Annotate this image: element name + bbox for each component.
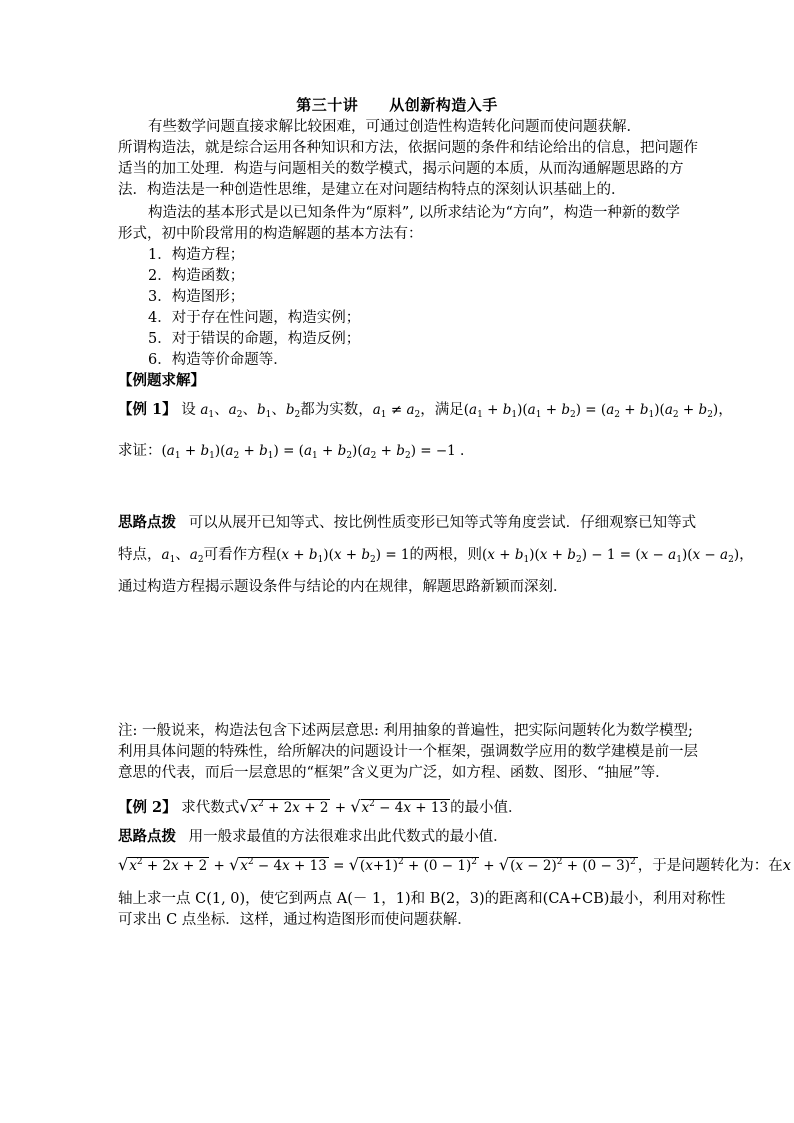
intro-line-3: 适当的加工处理．构造与问题相关的数学模式，揭示问题的本质，从而沟通解题思路的方 — [118, 161, 684, 177]
math-a2: $a_2$ — [228, 402, 243, 420]
lecture-title: 第三十讲 从创新构造入手 — [296, 96, 498, 114]
math-b1: $b_1$ — [256, 402, 272, 420]
text-fragment: 都为实数， — [300, 402, 373, 418]
text-fragment: ， — [739, 547, 754, 563]
math-b2: $b_2$ — [285, 402, 301, 420]
example-2-statement — [118, 797, 523, 818]
example-2-line-2: 轴上求一点 C(1, 0)，使它到两点 A(－ 1，1)和 B(2，3)的距离和(CA+CB)最小，利用对称性 — [118, 891, 726, 907]
example-1-label: 【例 1】 — [118, 401, 177, 418]
method-item: 3．构造图形； — [148, 289, 245, 305]
math-constructed-equation: $(x + b_1)(x + b_2) = 1$ — [276, 547, 410, 565]
hint-label: 思路点拨 — [118, 828, 176, 845]
example-2-label: 【例 2】 — [118, 799, 177, 816]
math-a2: $a_2$ — [189, 547, 204, 565]
text-fragment: 特点， — [118, 547, 162, 563]
proof-prefix: 求证： — [118, 443, 162, 459]
example-1-proof-goal — [118, 441, 464, 461]
text-fragment: ， — [718, 402, 733, 418]
intro-line-4: 法．构造法是一种创造性思维，是建立在对问题结构特点的深刻认识基础上的． — [118, 182, 626, 198]
example-1-hint-line-2 — [118, 545, 754, 565]
method-item: 1．构造方程； — [148, 247, 245, 263]
hint-text: 可以从展开已知等式、按比例性质变形已知等式等角度尝试．仔细观察已知等式 — [188, 515, 697, 531]
hint-label: 思路点拨 — [118, 514, 176, 531]
method-item: 2．构造函数； — [148, 268, 245, 284]
text-fragment: 、 — [175, 547, 190, 563]
example-1-statement — [118, 400, 733, 420]
math-a1: $a_1$ — [200, 402, 215, 420]
math-proof-equation: $(a_1 + b_1)(a_2 + b_1) = (a_1 + b_2)(a_2 + b_2) = -1$ . — [161, 443, 465, 461]
math-condition: $a_1 \ne a_2$ — [372, 402, 421, 420]
note-line-1: 注: 一般说来，构造法包含下述两层意思: 利用抽象的普遍性，把实际问题转化为数学模型; — [118, 723, 693, 739]
method-item: 5．对于错误的命题，构造反例； — [148, 331, 361, 347]
text-fragment: 设 — [181, 402, 196, 418]
math-x: x — [782, 858, 791, 874]
math-factored-identity: $(x + b_1)(x + b_2) - 1 = (x - a_1)(x - a_2)$ — [482, 547, 740, 565]
example-1-hint-line-3: 通过构造方程揭示题设条件与结论的内在规律，解题思路新颖而深刻． — [118, 579, 568, 595]
intro-line-5: 构造法的基本形式是以已知条件为“原料”, 以所求结论为“方向”，构造一种新的数学 — [148, 205, 680, 221]
method-item: 6．构造等价命题等． — [148, 352, 288, 368]
math-given-equation: $(a_1 + b_1)(a_1 + b_2) = (a_2 + b_1)(a_2 + b_2)$ — [463, 402, 719, 420]
intro-line-1: 有些数学问题直接求解比较困难，可通过创造性构造转化问题而使问题获解． — [148, 119, 641, 135]
note-line-3: 意思的代表，而后一层意思的“框架”含义更为广泛，如方程、函数、图形、“抽屉”等． — [118, 765, 670, 781]
text-fragment: 可看作方程 — [203, 547, 277, 563]
method-item: 4．对于存在性问题，构造实例； — [148, 310, 361, 326]
intro-line-6: 形式，初中阶段常用的构造解题的基本方法有： — [118, 226, 423, 242]
hint-text: 用一般求最值的方法很难求出此代数式的最小值． — [188, 829, 508, 845]
text-fragment: 的最小值． — [450, 800, 523, 816]
text-fragment: 求代数式 — [181, 800, 240, 816]
section-heading: 【例题求解】 — [118, 372, 205, 389]
text-fragment: 、 — [271, 402, 286, 418]
text-fragment: ，于是问题转化为：在 — [637, 858, 783, 874]
example-2-hint-line-1 — [118, 827, 508, 847]
example-2-line-3: 可求出 C 点坐标．这样，通过构造图形而使问题获解． — [118, 912, 472, 928]
text-fragment: ，满足 — [420, 402, 464, 418]
example-2-transform-line — [118, 855, 791, 876]
note-line-2: 利用具体问题的特殊性，给所解决的问题设计一个框架，强调数学应用的数学建模是前一层 — [118, 744, 698, 760]
text-fragment: 的两根，则 — [409, 547, 483, 563]
text-fragment: 、 — [214, 402, 229, 418]
intro-line-2: 所谓构造法，就是综合运用各种知识和方法，依据问题的条件和结论给出的信息，把问题作 — [118, 140, 698, 156]
math-a1: $a_1$ — [161, 547, 176, 565]
math-distance-transform: $√x^2 + 2x + 2 + √x^2 - 4x + 13 = √(x+1)^2 + (0 - 1)^2 + √(x - 2)^2 + (0 - 3)^2$ — [118, 855, 636, 874]
example-1-hint-line-1 — [118, 513, 696, 533]
math-expression: $√x^2 + 2x + 2 + √x^2 - 4x + 13$ — [239, 797, 449, 816]
text-fragment: 、 — [242, 402, 257, 418]
